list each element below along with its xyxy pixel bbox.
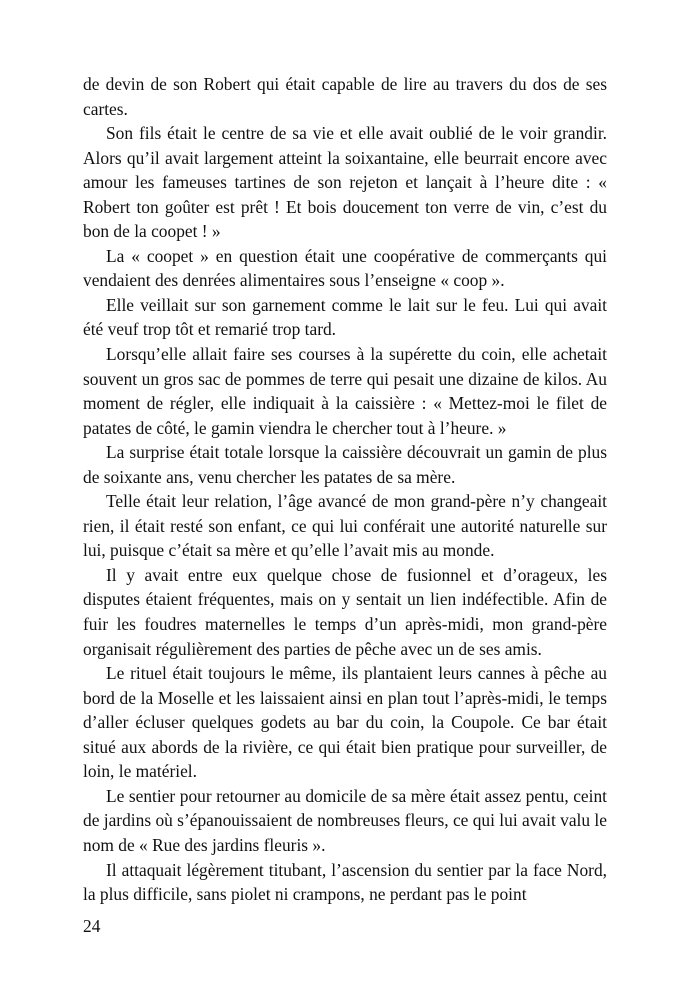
paragraph: Son fils était le centre de sa vie et elle avait oublié de le voir grandir. Alors qu’il avait largement atteint la soixantaine, elle beurrait encore avec amour les fameuses tartines de son rejeton et lançait à l’heure dite : « Robert ton goûter est prêt ! Et bois doucement ton verre de vin, c’est du bon de la coopet ! » xyxy=(83,123,607,242)
paragraph: Le sentier pour retourner au domicile de sa mère était assez pentu, ceint de jardins où s’épanouissaient de nombreuses fleurs, ce qui lui avait valu le nom de « Rue des jardins fleuris ». xyxy=(83,785,607,855)
paragraph: Lorsqu’elle allait faire ses courses à la supérette du coin, elle achetait souvent un gros sac de pommes de terre qui pesait une dizaine de kilos. Au moment de régler, elle indiquait à la caissière : « Mettez-moi le filet de patates de côté, le gamin viendra le chercher tout à l’heure. » xyxy=(83,344,607,438)
paragraph: La « coopet » en question était une coopérative de commerçants qui vendaient des denrées alimentaires sous l’enseigne « coop ». xyxy=(83,245,607,291)
paragraph: de devin de son Robert qui était capable de lire au travers du dos de ses cartes. xyxy=(83,74,607,119)
paragraph: Il y avait entre eux quelque chose de fusionnel et d’orageux, les disputes étaient fréquentes, mais on y sentait un lien indéfectible. Afin de fuir les foudres maternelles le temps d’un après-midi, mon grand-père organisait régulièrement des parties de pêche avec un de ses amis. xyxy=(83,564,607,659)
paragraph: Le rituel était toujours le même, ils plantaient leurs cannes à pêche au bord de la Moselle et les laissaient ainsi en plan tout l’après-midi, le temps d’aller écluser quelques godets au bar du coin, la Coupole. Ce bar était situé aux abords de la rivière, ce qui était bien pratique pour surveiller, de loin, le matériel. xyxy=(83,663,607,782)
page-number: 24 xyxy=(83,916,101,936)
paragraph: Il attaquait légèrement titubant, l’ascension du sentier par la face Nord, la plus difficile, sans piolet ni crampons, ne perdant pas le point xyxy=(83,859,607,905)
paragraph: Elle veillait sur son garnement comme le lait sur le feu. Lui qui avait été veuf trop tôt et remarié trop tard. xyxy=(83,294,607,340)
page-body xyxy=(83,72,607,907)
paragraph: La surprise était totale lorsque la caissière découvrait un gamin de plus de soixante ans, venu chercher les patates de sa mère. xyxy=(83,442,607,487)
paragraph: Telle était leur relation, l’âge avancé de mon grand-père n’y changeait rien, il était resté son enfant, ce qui lui conférait une autorité naturelle sur lui, puisque c’était sa mère et qu’elle l’avait mis au monde. xyxy=(83,491,607,561)
